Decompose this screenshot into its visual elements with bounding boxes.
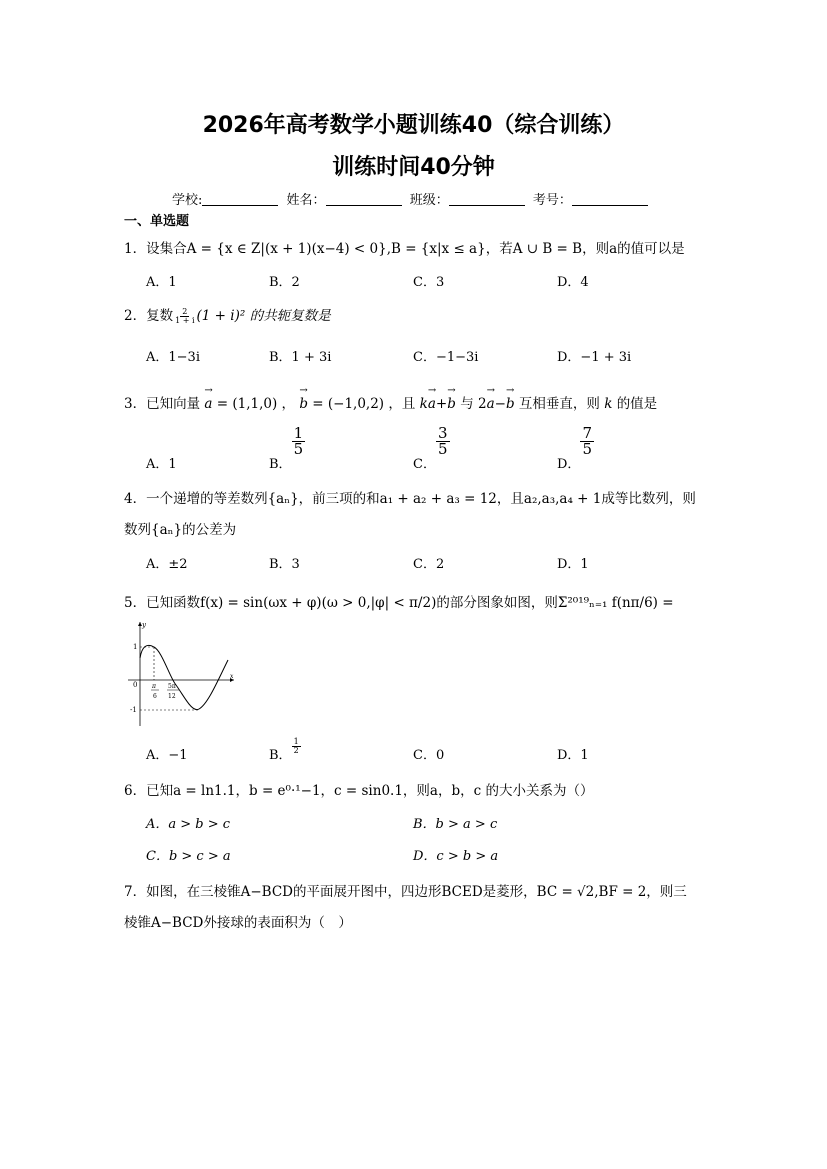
q3-option-a[interactable]: A．1 [146, 457, 177, 472]
q6-option-a[interactable]: A．a > b > c [146, 817, 231, 832]
q1-option-a[interactable]: A．1 [146, 275, 177, 290]
question-4-line-1: 4．一个递增的等差数列{aₙ}，前三项的和a₁ + a₂ + a₃ = 12，且a₂,a₃,a₄ + 1成等比数列，则 [124, 491, 696, 507]
class-blank[interactable] [449, 193, 525, 206]
q2-numerator: 2 [182, 307, 188, 316]
question-5: 5．已知函数f(x) = sin(ωx + φ)(ω > 0,|φ| < π/2)的部分图象如图，则Σ²⁰¹⁹ₙ₌₁ f(nπ/6) = [124, 595, 674, 611]
q2-option-b[interactable]: B．1 + 3i [269, 350, 332, 365]
q5-option-b-den: 2 [293, 746, 299, 755]
q3-option-b[interactable] [269, 426, 305, 472]
q3-k1: k [419, 396, 428, 412]
q3-option-b-den: 5 [293, 440, 304, 458]
q2-suffix: (1 + i)² 的共轭复数是 [196, 308, 331, 324]
q3-k2: k [604, 396, 613, 412]
graph-x2-num: 5π [168, 683, 176, 690]
q2-denominator: 1 + i [175, 316, 195, 325]
q3-a2: → a [487, 396, 495, 412]
q2-option-d[interactable]: D．−1 + 3i [557, 350, 632, 365]
graph-x2-den: 12 [168, 693, 176, 700]
name-blank[interactable] [326, 193, 402, 206]
graph-y-bottom: -1 [130, 706, 137, 714]
q3-option-c-num: 3 [437, 424, 448, 442]
graph-y-label: y [142, 621, 146, 629]
q3-option-c[interactable] [413, 426, 450, 472]
q3-mid3: 互相垂直，则 [518, 396, 600, 412]
question-6: 6．已知a = ln1.1，b = e⁰·¹−1，c = sin0.1，则a，b，c 的大小关系为（） [124, 783, 594, 799]
q5-option-b-label: B． [269, 748, 292, 763]
graph-x1-den: 6 [153, 693, 157, 700]
vector-a-value: = (1,1,0) [212, 396, 278, 412]
question-7-line-2: 棱锥A−BCD外接球的表面积为（ ） [124, 915, 352, 931]
q5-option-d[interactable]: D．1 [557, 748, 589, 763]
exam-number-label: 考号： [532, 193, 572, 208]
q3-option-c-fraction [436, 426, 450, 457]
name-label: 姓名： [286, 193, 326, 208]
vector-b: → b [299, 396, 308, 412]
q3-option-b-num: 1 [293, 424, 304, 442]
q3-suffix: 的值是 [616, 396, 658, 412]
graph-x1-num: π [152, 683, 156, 690]
q2-option-a[interactable]: A．1−3i [146, 350, 200, 365]
q1-option-b[interactable]: B．2 [269, 275, 300, 290]
q2-prefix: 2．复数 [124, 308, 174, 324]
q4-option-d[interactable]: D．1 [557, 557, 589, 572]
school-blank[interactable] [202, 193, 278, 206]
q3-plus: + [435, 396, 448, 412]
q3-option-b-fraction [292, 426, 306, 457]
q3-two: 2 [477, 396, 487, 412]
q3-a1: → a [428, 396, 436, 412]
q6-option-c[interactable]: C．b > c > a [146, 849, 231, 864]
q5-option-a[interactable]: A．−1 [146, 748, 188, 763]
question-1: 1．设集合A = {x ∈ Z|(x + 1)(x−4) < 0},B = {x|x ≤ a}，若A ∪ B = B，则a的值可以是 [124, 241, 685, 257]
question-2 [124, 304, 331, 325]
q6-option-b[interactable]: B．b > a > c [413, 817, 498, 832]
q2-fraction [173, 308, 196, 325]
q5-option-c[interactable]: C．0 [413, 748, 445, 763]
class-label: 班级： [409, 193, 449, 208]
q3-option-b-label: B． [269, 457, 292, 472]
q3-b2: → b [506, 396, 515, 412]
q1-option-d[interactable]: D．4 [557, 275, 589, 290]
question-3 [124, 392, 657, 412]
q3-option-d-fraction [580, 426, 594, 457]
q4-option-c[interactable]: C．2 [413, 557, 445, 572]
question-4-line-2: 数列{aₙ}的公差为 [124, 522, 237, 538]
q4-option-a[interactable]: A．±2 [146, 557, 188, 572]
school-label: 学校: [172, 193, 203, 208]
q3-minus: − [494, 396, 506, 412]
page-title: 2026年高考数学小题训练40（综合训练） [202, 113, 625, 138]
q5-option-b[interactable] [269, 738, 301, 763]
q3-mid1: ，且 [388, 396, 416, 412]
q5-option-b-fraction [292, 738, 301, 755]
q3-comma: ， [281, 396, 296, 412]
page-subtitle: 训练时间40分钟 [332, 155, 495, 180]
vector-a: → a [204, 396, 212, 412]
q5-option-b-num: 1 [293, 737, 299, 746]
student-info [172, 189, 652, 208]
section-title: 一、单选题 [124, 214, 190, 229]
graph-origin: 0 [133, 681, 138, 689]
q3-option-c-den: 5 [437, 440, 448, 458]
question-7-line-1: 7．如图，在三棱锥A−BCD的平面展开图中，四边形BCED是菱形，BC = √2,BF = 2，则三 [124, 884, 687, 900]
q3-prefix: 3．已知向量 [124, 396, 201, 412]
q3-option-d-label: D． [557, 457, 581, 472]
q3-b1: → b [447, 396, 456, 412]
q6-option-d[interactable]: D．c > b > a [413, 849, 499, 864]
q3-mid2: 与 [460, 396, 474, 412]
q3-option-d-den: 5 [582, 440, 592, 458]
q3-option-d-num: 7 [582, 424, 592, 442]
graph-x-label: x [230, 673, 234, 680]
exam-number-blank[interactable] [572, 193, 648, 206]
q5-function-graph [126, 618, 240, 730]
q4-option-b[interactable]: B．3 [269, 557, 300, 572]
q1-option-c[interactable]: C．3 [413, 275, 445, 290]
vector-b-value: = (−1,0,2) [307, 396, 385, 412]
q3-option-c-label: C． [413, 457, 436, 472]
q3-option-d[interactable] [557, 426, 594, 472]
q2-option-c[interactable]: C．−1−3i [413, 350, 479, 365]
graph-y-top: 1 [133, 643, 138, 651]
